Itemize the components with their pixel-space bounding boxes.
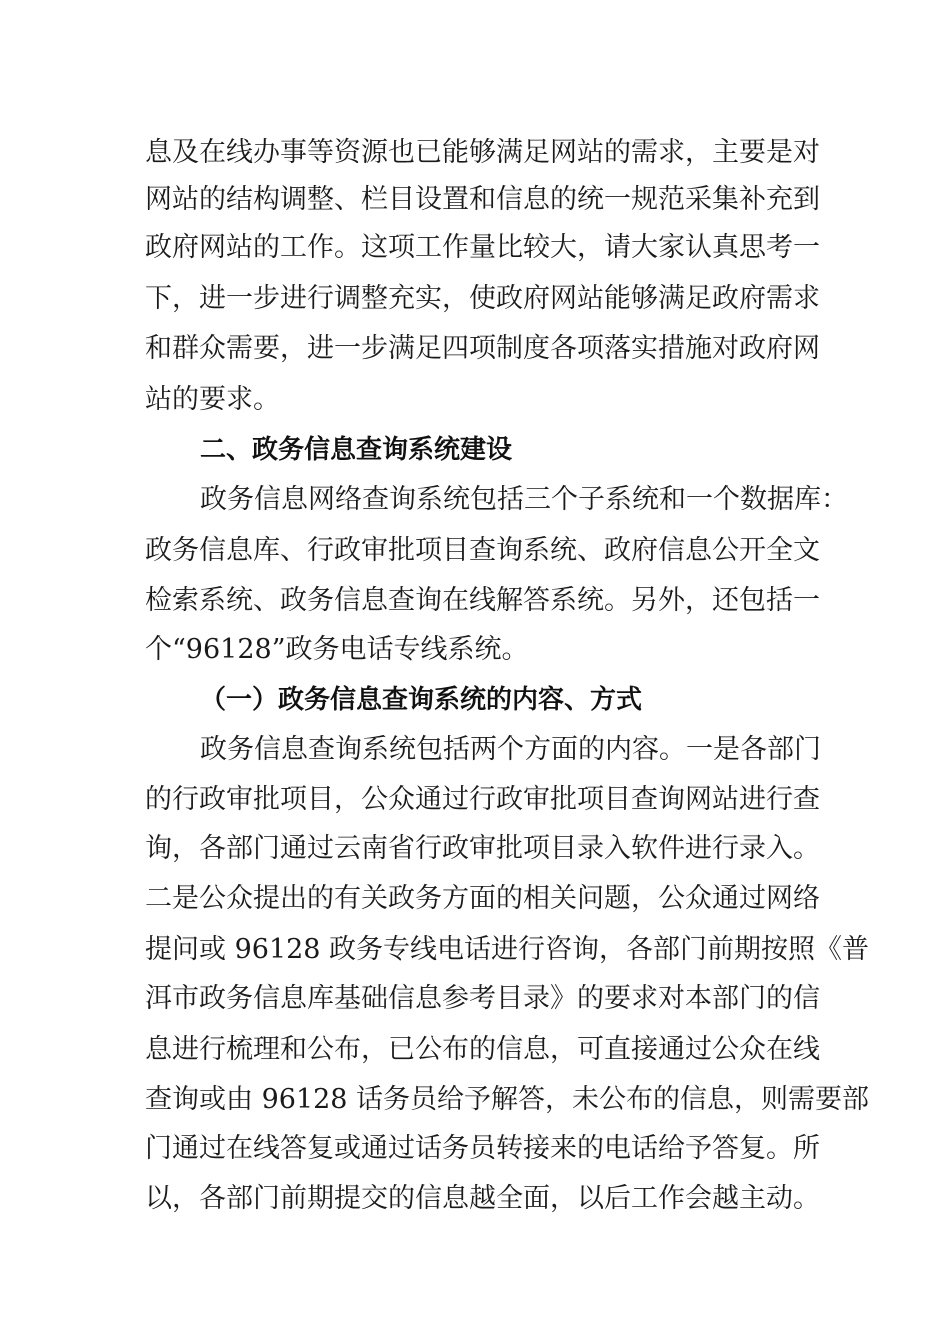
body-text-line: 站的要求。 <box>145 384 280 415</box>
section-heading: 二、政务信息查询系统建设 <box>200 435 513 465</box>
body-text-line: 提问或 96128 政务专线电话进行咨询，各部门前期按照《普 <box>145 934 870 965</box>
body-text-line: 二是公众提出的有关政务方面的相关问题，公众通过网络 <box>145 883 820 914</box>
body-text-line: 和群众需要，进一步满足四项制度各项落实措施对政府网 <box>145 333 820 364</box>
body-text-line: 洱市政务信息库基础信息参考目录》的要求对本部门的信 <box>145 983 820 1014</box>
body-text-line: 政务信息库、行政审批项目查询系统、政府信息公开全文 <box>145 535 820 566</box>
subsection-heading: （一）政务信息查询系统的内容、方式 <box>200 685 643 715</box>
body-text-line: 息及在线办事等资源也已能够满足网站的需求，主要是对 <box>145 137 820 168</box>
body-text-line: 政务信息网络查询系统包括三个子系统和一个数据库： <box>200 484 848 515</box>
body-text-line: 下，进一步进行调整充实，使政府网站能够满足政府需求 <box>145 283 820 314</box>
body-text-line: 以，各部门前期提交的信息越全面，以后工作会越主动。 <box>145 1183 820 1214</box>
body-text-line: 检索系统、政务信息查询在线解答系统。另外，还包括一 <box>145 585 820 616</box>
body-text-line: 询，各部门通过云南省行政审批项目录入软件进行录入。 <box>145 833 820 864</box>
body-text-line: 政府网站的工作。这项工作量比较大，请大家认真思考一 <box>145 232 820 263</box>
body-text-line: 门通过在线答复或通过话务员转接来的电话给予答复。所 <box>145 1133 820 1164</box>
body-text-line: 个“96128”政务电话专线系统。 <box>145 634 529 665</box>
body-text-line: 网站的结构调整、栏目设置和信息的统一规范采集补充到 <box>145 184 820 215</box>
body-text-line: 查询或由 96128 话务员给予解答，未公布的信息，则需要部 <box>145 1084 870 1115</box>
body-text-line: 政务信息查询系统包括两个方面的内容。一是各部门 <box>200 734 821 765</box>
body-text-line: 的行政审批项目，公众通过行政审批项目查询网站进行查 <box>145 784 820 815</box>
body-text-line: 息进行梳理和公布，已公布的信息，可直接通过公众在线 <box>145 1034 820 1065</box>
